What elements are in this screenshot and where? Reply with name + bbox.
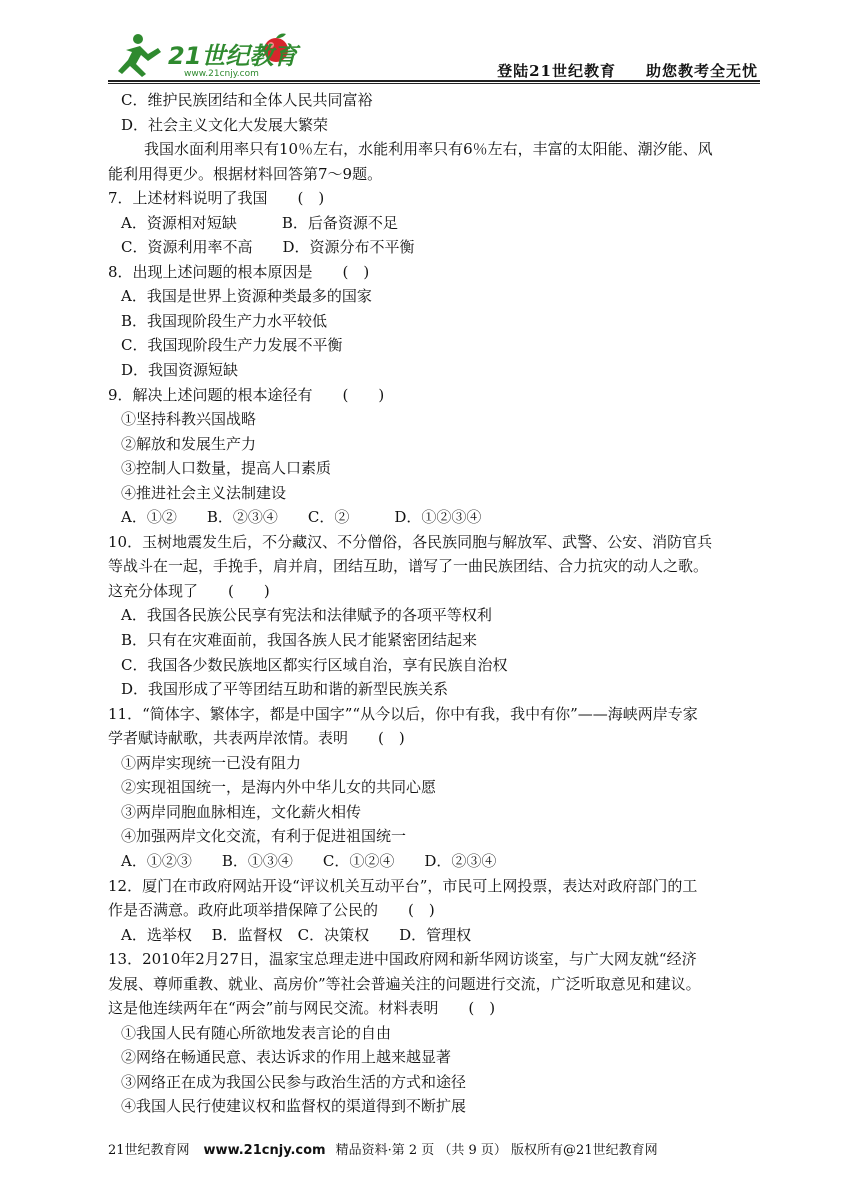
page-footer	[108, 1139, 758, 1158]
page-header	[108, 30, 758, 82]
text-line: B．我国现阶段生产力水平较低	[121, 311, 328, 330]
text-line: ④推进社会主义法制建设	[121, 483, 287, 502]
text-line: D．我国形成了平等团结互助和谐的新型民族关系	[121, 680, 449, 699]
text-line: 8．出现上述问题的根本原因是 ( )	[108, 262, 370, 281]
text-line: C．我国各少数民族地区都实行区域自治，享有民族自治权	[121, 655, 508, 674]
text-line: 12．厦门在市政府网站开设“评议机关互动平台”，市民可上网投票，表达对政府部门的工	[108, 876, 698, 895]
exam-content	[108, 88, 758, 1119]
header-rule-thin	[108, 83, 760, 84]
text-line: A．我国各民族公民享有宪法和法律赋予的各项平等权利	[121, 606, 492, 625]
text-line: 7．上述材料说明了我国 ( )	[108, 189, 325, 208]
text-line: A．我国是世界上资源种类最多的国家	[121, 287, 372, 306]
header-rule	[108, 80, 760, 82]
text-line: 这是他连续两年在“两会”前与网民交流。材料表明 ( )	[108, 999, 496, 1018]
text-line: ③网络正在成为我国公民参与政治生活的方式和途径	[121, 1072, 467, 1091]
text-line: ④加强两岸文化交流，有利于促进祖国统一	[121, 827, 407, 846]
text-line: 9．解决上述问题的根本途径有 ( )	[108, 385, 385, 404]
footer-site: 21世纪教育网	[108, 1143, 190, 1158]
text-line: ③两岸同胞血脉相连，文化薪火相传	[121, 802, 362, 821]
text-line: 11．“简体字、繁体字，都是中国字”“从今以后，你中有我，我中有你”——海峡两岸专家	[108, 704, 698, 723]
text-line: ①两岸实现统一已没有阻力	[121, 753, 302, 772]
text-line: 我国水面利用率只有10％左右，水能利用率只有6％左右，丰富的太阳能、潮汐能、风	[144, 140, 713, 159]
text-line: C．资源利用率不高 D．资源分布不平衡	[121, 238, 415, 257]
text-line: 10．玉树地震发生后，不分藏汉、不分僧俗，各民族同胞与解放军、武警、公安、消防官兵	[108, 532, 713, 551]
header-slogan-left: 登陆21世纪教育	[497, 62, 616, 80]
logo-text: 21世纪教育	[168, 42, 298, 70]
text-line: ①坚持科教兴国战略	[121, 410, 257, 429]
text-line: ②解放和发展生产力	[121, 434, 257, 453]
text-line: 发展、尊师重教、就业、高房价”等社会普遍关注的问题进行交流，广泛听取意见和建议。	[108, 974, 701, 993]
text-line: C．我国现阶段生产力发展不平衡	[121, 336, 343, 355]
header-slogan	[497, 60, 758, 81]
text-line: C．维护民族团结和全体人民共同富裕	[121, 91, 373, 109]
text-line: 学者赋诗献歌，共表两岸浓情。表明 ( )	[108, 729, 405, 748]
text-line: A．选举权 B．监督权 C．决策权 D．管理权	[121, 925, 472, 944]
runner-icon	[118, 34, 161, 77]
text-line: ②网络在畅通民意、表达诉求的作用上越来越显著	[121, 1048, 452, 1067]
text-line: B．只有在灾难面前，我国各族人民才能紧密团结起来	[121, 631, 478, 650]
footer-url: www.21cnjy.com	[203, 1143, 326, 1158]
text-line: A．①②③ B．①③④ C．①②④ D．②③④	[121, 851, 497, 870]
text-line: A．①② B．②③④ C．② D．①②③④	[121, 508, 482, 527]
text-line: 能利用得更少。根据材料回答第7～9题。	[108, 164, 383, 183]
text-line: 13．2010年2月27日，温家宝总理走进中国政府网和新华网访谈室，与广大网友就“经济	[108, 950, 697, 969]
text-line: D．我国资源短缺	[121, 361, 239, 380]
header-slogan-right: 助您教考全无忧	[645, 62, 758, 80]
text-line: ④我国人民行使建议权和监督权的渠道得到不断扩展	[121, 1097, 467, 1116]
text-line: ③控制人口数量，提高人口素质	[121, 459, 332, 478]
text-line: 这充分体现了 ( )	[108, 581, 270, 600]
text-line: 等战斗在一起，手挽手，肩并肩，团结互助，谱写了一曲民族团结、合力抗灾的动人之歌。	[108, 557, 709, 576]
text-line: ①我国人民有随心所欲地发表言论的自由	[121, 1023, 392, 1042]
text-line: D．社会主义文化大发展大繁荣	[121, 115, 329, 134]
text-line: A．资源相对短缺 B．后备资源不足	[121, 213, 398, 232]
footer-info: 精品资料·第 2 页 （共 9 页） 版权所有@21世纪教育网	[335, 1143, 658, 1158]
text-line: ②实现祖国统一，是海内外中华儿女的共同心愿	[121, 778, 437, 797]
logo-url: www.21cnjy.com	[184, 69, 259, 79]
site-logo	[108, 30, 308, 80]
text-line: 作是否满意。政府此项举措保障了公民的 ( )	[108, 901, 435, 920]
